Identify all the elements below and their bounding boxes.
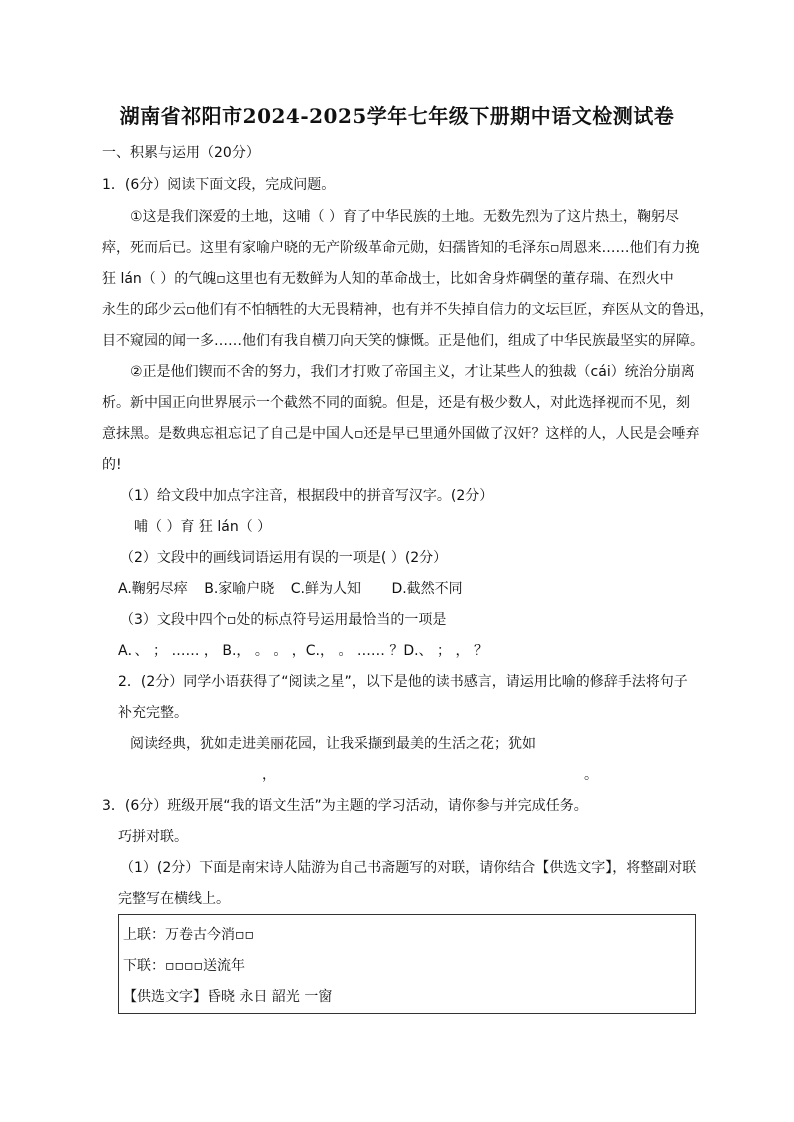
page-title: 湖南省祁阳市2024-2025学年七年级下册期中语文检测试卷 bbox=[119, 104, 675, 128]
section-heading: 一、积累与运用（20分） bbox=[102, 145, 260, 161]
passage-line: 瘁，死而后已。这里有家喻户晓的无产阶级革命元勋，妇孺皆知的毛泽东▫周恩来……他们有力挽 bbox=[102, 240, 700, 256]
option-b: B.家喻户晓 bbox=[204, 581, 275, 597]
couplet-box bbox=[118, 914, 696, 1014]
passage-line: 狂 lán（ ）的气魄▫这里也有无数鲜为人知的革命战士，比如舍身炸碉堡的董存瑞、在烈火中 bbox=[102, 271, 674, 287]
question-2-stem: 2．(2分）同学小语获得了“阅读之星”，以下是他的读书感言，请运用比喻的修辞手法将句子 bbox=[118, 674, 688, 690]
couplet-lower: 下联：▫▫▫▫送流年 bbox=[123, 958, 245, 974]
question-2-stem-cont: 补充完整。 bbox=[118, 705, 188, 721]
question-1-sub1-fill: 哺（ ）育 狂 lán（ ） bbox=[134, 519, 272, 535]
couplet-upper: 上联：万卷古今消▫▫ bbox=[123, 927, 254, 943]
question-1-sub1: （1）给文段中加点字注音，根据段中的拼音写汉字。(2分） bbox=[120, 488, 494, 504]
passage-line: 析。新中国正向世界展示一个截然不同的面貌。但是，还是有极少数人，对此选择视而不见，刻 bbox=[102, 395, 690, 411]
passage-line: ①这是我们深爱的土地，这哺（ ）育了中华民族的土地。无数先烈为了这片热土，鞠躬尽 bbox=[130, 209, 679, 225]
question-3-sub1-cont: 完整写在横线上。 bbox=[118, 891, 230, 907]
passage-line: ②正是他们锲而不舍的努力，我们才打败了帝国主义，才让某些人的独裁（cái）统治分崩离 bbox=[130, 364, 695, 380]
passage-line: 永生的邱少云▫他们有不怕牺牲的大无畏精神，也有并不失掉自信力的文坛巨匠，弃医从文的鲁迅， bbox=[102, 302, 714, 318]
question-1-sub3: （3）文段中四个▫处的标点符号运用最恰当的一项是 bbox=[120, 612, 447, 628]
question-1-sub2: （2）文段中的画线词语运用有误的一项是( ）(2分） bbox=[120, 550, 448, 566]
couplet-choices: 【供选文字】昏晓 永日 韶光 一窗 bbox=[123, 989, 333, 1005]
question-1-sub2-options bbox=[118, 579, 463, 599]
question-2-prompt: 阅读经典，犹如走进美丽花园，让我采撷到最美的生活之花；犹如 bbox=[130, 736, 536, 752]
answer-blank-comma: ， bbox=[262, 767, 276, 783]
option-c: C.鲜为人知 bbox=[290, 581, 361, 597]
question-3-task: 巧拼对联。 bbox=[118, 829, 188, 845]
question-3-stem: 3．(6分）班级开展“我的语文生活”为主题的学习活动，请你参与并完成任务。 bbox=[102, 798, 588, 814]
passage-line: 目不窥园的闻一多……他们有我自横刀向天笑的慷慨。正是他们，组成了中华民族最坚实的屏障。 bbox=[102, 333, 704, 349]
option-d: D.截然不同 bbox=[391, 581, 463, 597]
passage-line: 意抹黑。是数典忘祖忘记了自己是中国人▫还是早已里通外国做了汉奸？这样的人，人民是会唾弃 bbox=[102, 426, 700, 442]
option-a: A.鞠躬尽瘁 bbox=[118, 581, 188, 597]
question-3-sub1: （1）(2分）下面是南宋诗人陆游为自己书斋题写的对联，请你结合【供选文字】，将整副对联 bbox=[120, 860, 697, 876]
passage-line: 的! bbox=[102, 457, 122, 473]
question-1-stem: 1．(6分）阅读下面文段，完成问题。 bbox=[102, 177, 336, 193]
answer-blank-period: 。 bbox=[584, 767, 598, 783]
question-1-sub3-options: A．、 ； …… ， B.， 。 。 ，C.， 。 …… ？D.、 ； ， ？ bbox=[118, 643, 488, 659]
